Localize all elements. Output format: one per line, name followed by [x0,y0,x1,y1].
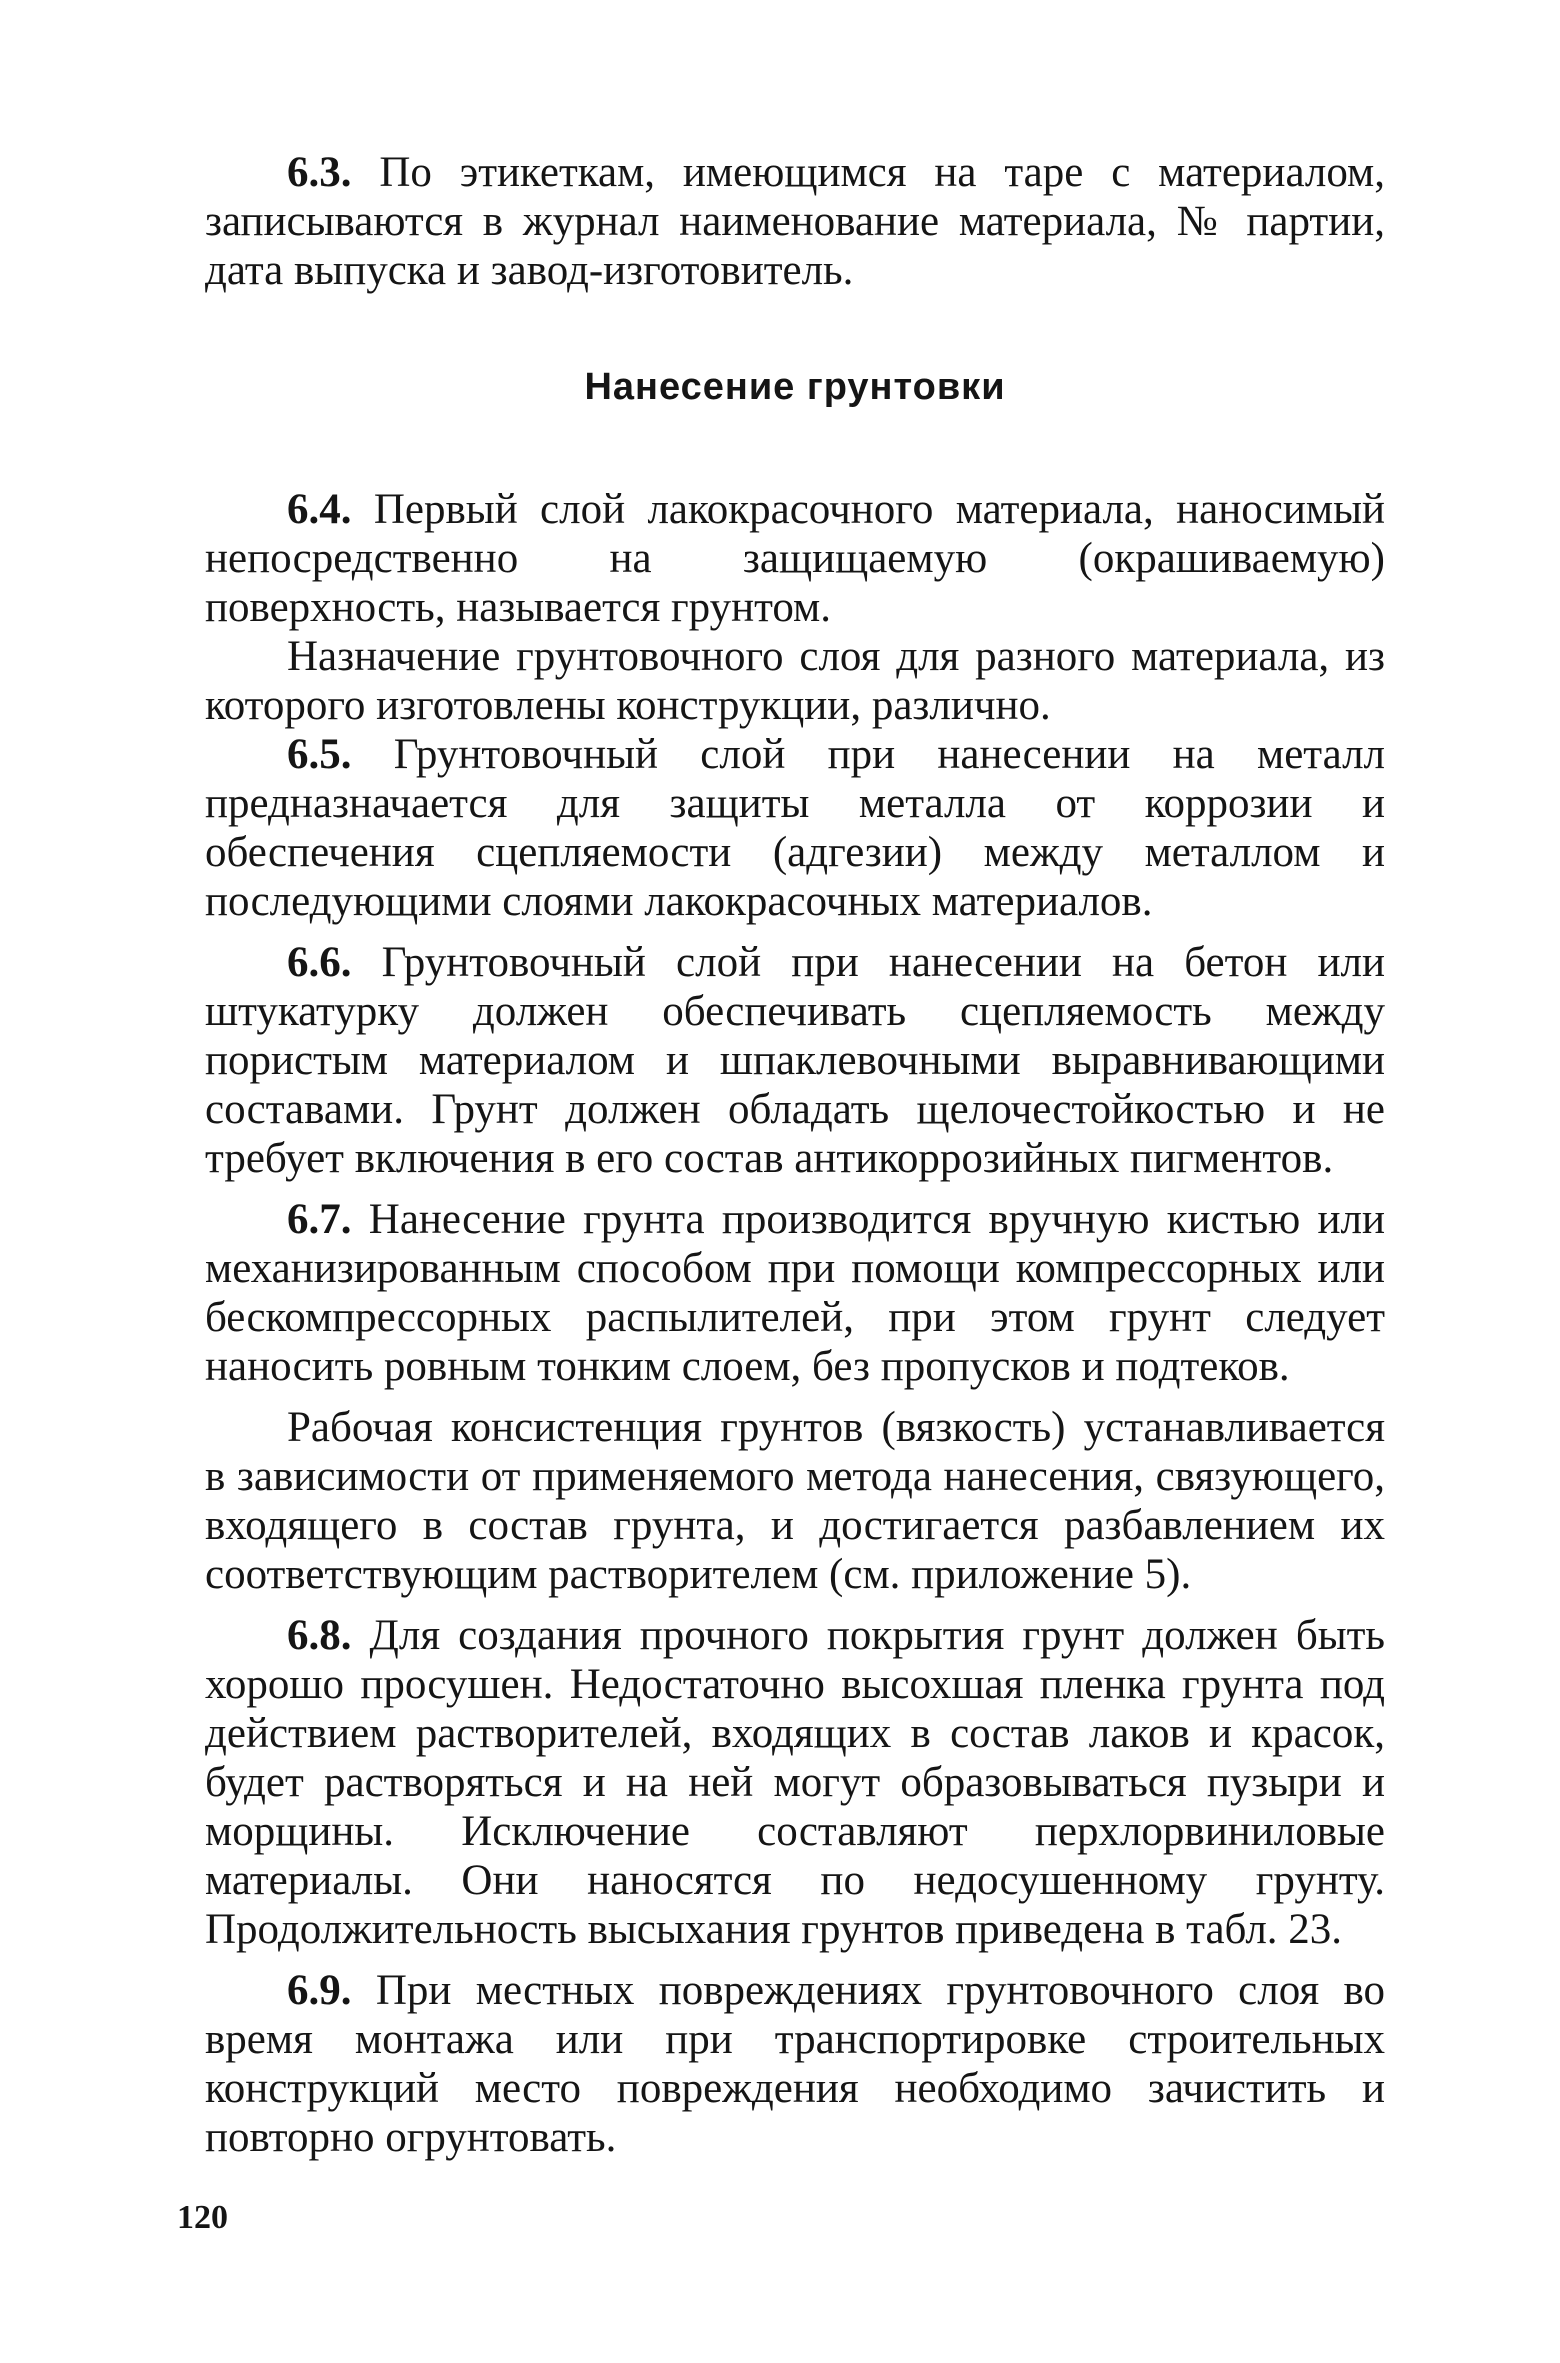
paragraph-6-7 [205,1195,1385,1391]
paragraph-text: Нанесение грунта производится вручную кистью или механизированным способом при помощи компрессорных или бескомпрессорных распылителей, при этом грунт следует наносить ровным тонким слоем, без пропусков и подтеков. [205,1196,1385,1390]
paragraph-6-5 [205,730,1385,926]
paragraph-text: При местных повреждениях грунтовочного слоя во время монтажа или при транспортировке строительных конструкций место повреждения необходимо зачистить и повторно огрунтовать. [205,1967,1386,2161]
paragraph-number: 6.4. [287,486,352,533]
paragraph-number: 6.9. [287,1967,352,2014]
paragraph-number: 6.6. [287,939,352,986]
paragraph-text: Грунтовочный слой при нанесении на металл предназначается для защиты металла от коррозии и обеспечения сцепляемости (адгезии) между металлом и последующими слоями лакокрасочных материалов. [205,731,1386,925]
paragraph-text: Для создания прочного покрытия грунт должен быть хорошо просушен. Недостаточно высохшая пленка грунта под действием растворителей, входящих в состав лаков и красок, будет растворяться и на ней могут образовываться пузыри и морщины. Исключение составляют перхлорвиниловые материалы. Они наносятся по недосушенному грунту. Продолжительность высыхания грунтов приведена в табл. 23. [205,1612,1385,1953]
page-text [205,148,1385,2162]
paragraph-purpose [205,632,1385,730]
paragraph-text: По этикеткам, имеющимся на таре с материалом, записываются в журнал наименование материала, № партии, дата выпуска и завод-изготовитель. [205,149,1386,294]
paragraph-6-6 [205,938,1385,1183]
paragraph-number: 6.3. [287,149,352,196]
section-heading: Нанесение грунтовки [584,366,1006,408]
paragraph-6-8 [205,1611,1385,1954]
paragraph-6-9 [205,1966,1385,2162]
paragraph-consistency [205,1403,1385,1599]
paragraph-number: 6.5. [287,731,352,778]
paragraph-number: 6.8. [287,1612,352,1659]
paragraph-text: Назначение грунтовочного слоя для разного материала, из которого изготовлены конструкции, различно. [205,633,1385,729]
paragraph-6-3 [205,148,1385,295]
page-number: 120 [177,2199,228,2236]
paragraph-6-4 [205,485,1385,632]
paragraph-text: Грунтовочный слой при нанесении на бетон или штукатурку должен обеспечивать сцепляемость между пористым материалом и шпаклевочными выравнивающими составами. Грунт должен обладать щелочестойкостью и не требует включения в его состав антикоррозийных пигментов. [205,939,1386,1182]
paragraph-text: Рабочая консистенция грунтов (вязкость) устанавливается в зависимости от применяемого метода нанесения, связующего, входящего в состав грунта, и достигается разбавлением их соответствующим растворителем (см. приложение 5). [205,1404,1385,1598]
paragraph-number: 6.7. [287,1196,352,1243]
paragraph-text: Первый слой лакокрасочного материала, наносимый непосредственно на защищаемую (окрашиваемую) поверхность, называется грунтом. [205,486,1386,631]
